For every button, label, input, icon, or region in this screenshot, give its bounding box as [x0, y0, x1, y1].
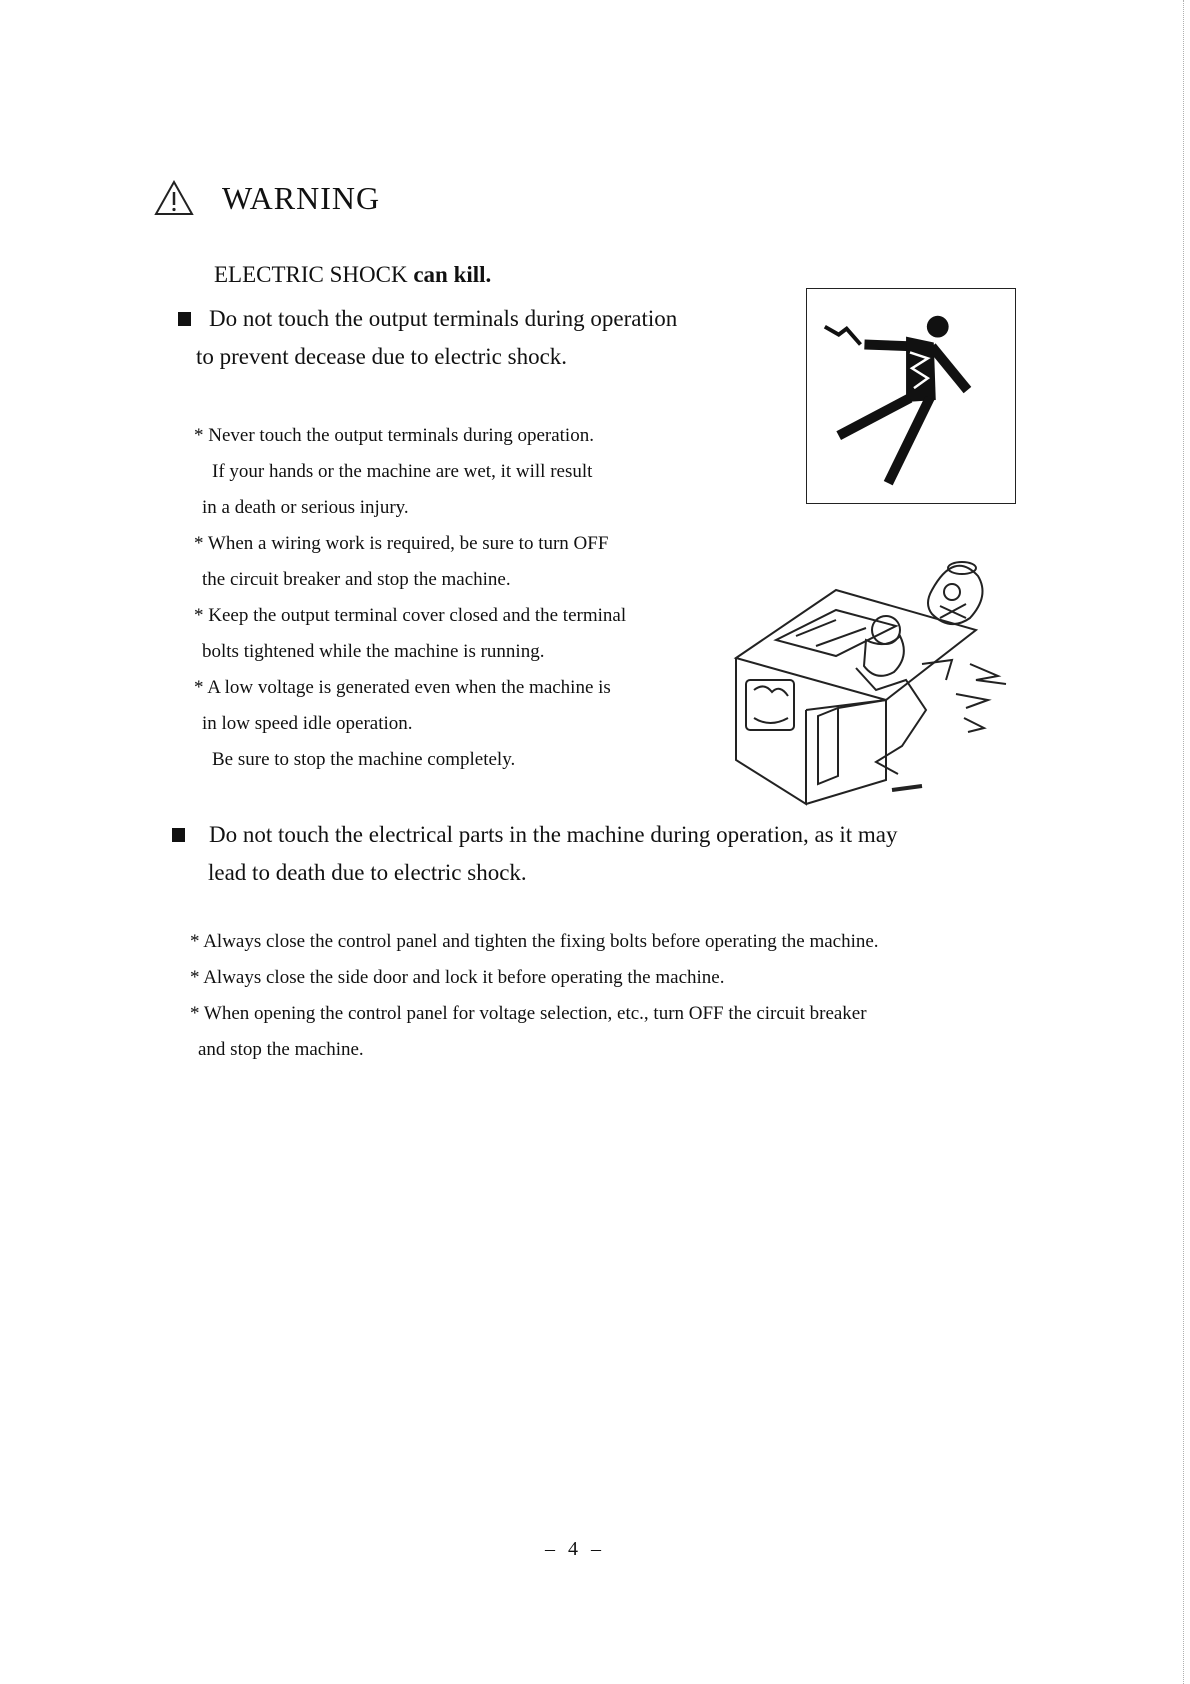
- note-line: in a death or serious injury.: [202, 497, 409, 518]
- electric-shock-icon: [807, 289, 1015, 503]
- heading-bold: can kill.: [413, 262, 492, 287]
- page-number: – 4 –: [545, 1538, 605, 1560]
- note-line: * Never touch the output terminals during operation.: [194, 425, 594, 446]
- note-line: * When a wiring work is required, be sure to turn OFF: [194, 533, 609, 554]
- scan-edge: [1183, 0, 1185, 1684]
- note-line: * A low voltage is generated even when the machine is: [194, 677, 611, 698]
- note-line: * When opening the control panel for voltage selection, etc., turn OFF the circuit breaker: [190, 1003, 867, 1024]
- note-line: bolts tightened while the machine is running.: [202, 641, 545, 662]
- heading-normal: ELECTRIC SHOCK: [214, 262, 414, 287]
- note-line: * Always close the control panel and tighten the fixing bolts before operating the machine.: [190, 931, 879, 952]
- note-line: in low speed idle operation.: [202, 713, 413, 734]
- note-line: * Keep the output terminal cover closed and the terminal: [194, 605, 627, 626]
- bullet-item-cont: lead to death due to electric shock.: [208, 860, 527, 885]
- note-line: the circuit breaker and stop the machine.: [202, 569, 511, 590]
- square-bullet-icon: [172, 828, 185, 842]
- note-line: and stop the machine.: [198, 1039, 364, 1060]
- bullet-text: Do not touch the output terminals during operation: [209, 306, 678, 331]
- note-line: * Always close the side door and lock it before operating the machine.: [190, 967, 725, 988]
- bullet-item: [178, 300, 677, 338]
- page-title: WARNING: [222, 180, 381, 216]
- electric-shock-pictogram: [806, 288, 1016, 504]
- generator-shock-illustration: [726, 540, 1056, 810]
- square-bullet-icon: [178, 312, 191, 326]
- section-heading: [214, 262, 491, 288]
- bullet-item: [172, 816, 898, 854]
- bullet-text: Do not touch the electrical parts in the machine during operation, as it may: [209, 822, 898, 847]
- note-line: Be sure to stop the machine completely.: [212, 749, 516, 770]
- warning-triangle-icon: [154, 180, 194, 216]
- note-line: If your hands or the machine are wet, it will result: [212, 461, 593, 482]
- bullet-item-cont: to prevent decease due to electric shock.: [196, 344, 568, 369]
